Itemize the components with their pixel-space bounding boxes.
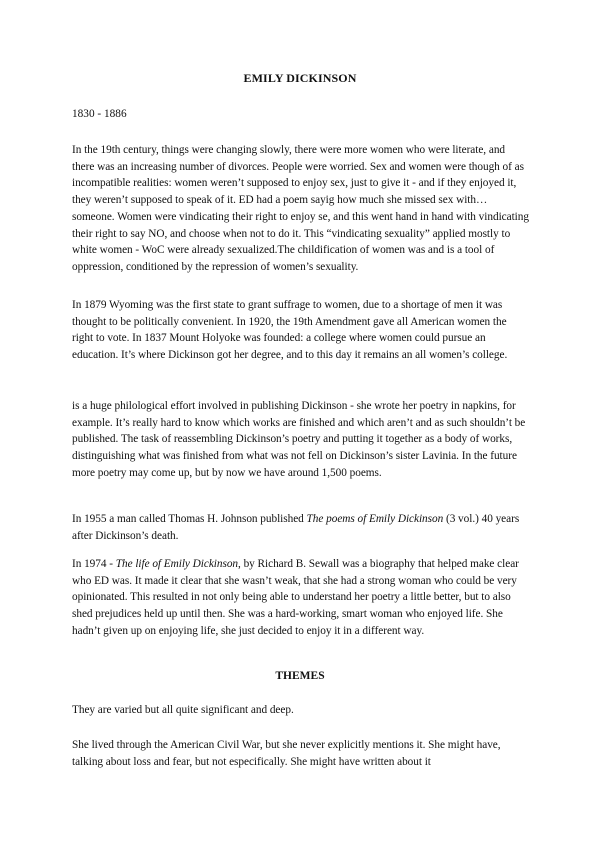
paragraph-johnson — [72, 511, 530, 544]
paragraph-suffrage: In 1879 Wyoming was the first state to grant suffrage to women, due to a shortage of men it was thought to be politically convenient. In 1920, the 19th Amendment gave all American women the right to vote. In 1837 Mount Holyoke was founded: a college where women could pursue an education. It’s where Dickinson got her degree, and to this day it remains an all women’s college. — [72, 299, 508, 362]
book-title-poems: The poems of Emily Dickinson — [306, 513, 444, 525]
paragraph-sewall-text: In 1974 - — [72, 558, 116, 570]
themes-heading: THEMES — [275, 670, 325, 682]
paragraph-civil-war: She lived through the American Civil War, but she never explicitly mentions it. She might have, talking about loss and fear, but not especifically. She might have written about it — [72, 739, 501, 768]
book-title-life: The life of Emily Dickinson — [115, 558, 239, 570]
paragraph-johnson-text-end: (3 vol.) 40 years after Dickinson’s death. — [72, 513, 520, 542]
life-dates: 1830 - 1886 — [72, 108, 127, 120]
paragraph-johnson-text: In 1955 a man called Thomas H. Johnson published — [72, 513, 307, 525]
paragraph-themes-intro: They are varied but all quite significant and deep. — [72, 704, 294, 716]
paragraph-sewall-text-end: , by Richard B. Sewall was a biography that helped make clear who ED was. It made it clear that she wasn’t weak, that she had a strong woman who could be very opinionated. This resulted in not only being able to understand her poetry a little better, but to also shed prejudices held up until then. She was a hard-working, smart woman who enjoyed life. She hadn’t given up on enjoying life, she just decided to enjoy it in a different way. — [72, 558, 519, 637]
document-title: EMILY DICKINSON — [243, 71, 357, 85]
paragraph-19th-century: In the 19th century, things were changing slowly, there were more women who were literate, and there was an increasing number of divorces. People were worried. Sex and women were though of as incompatible realities: women weren’t supposed to enjoy sex, just to give it - and if they enjoyed it, they weren’t supposed to speak of it. ED had a poem sayig how much she missed sex with… someone. Women were vindicating their right to enjoy se, and this went hand in hand with vindicating their right to say NO, and choose when not to do it. This “vindicating sexuality” applied mostly to white women - WoC were already sexualized.The childification of women was and is a tool of oppression, conditioned by the repression of women’s sexuality. — [72, 144, 529, 273]
paragraph-sewall — [72, 556, 530, 640]
paragraph-publishing: is a huge philological effort involved in publishing Dickinson - she wrote her poetry in napkins, for example. It’s really hard to know which works are finished and which aren’t and as such shouldn’t be published. The task of reassembling Dickinson’s poetry and putting it together as a body of works, distinguishing what was finished from what was not fell on Dickinson’s sister Lavinia. In the future more poetry may come up, but by now we have around 1,500 poems. — [72, 400, 526, 479]
